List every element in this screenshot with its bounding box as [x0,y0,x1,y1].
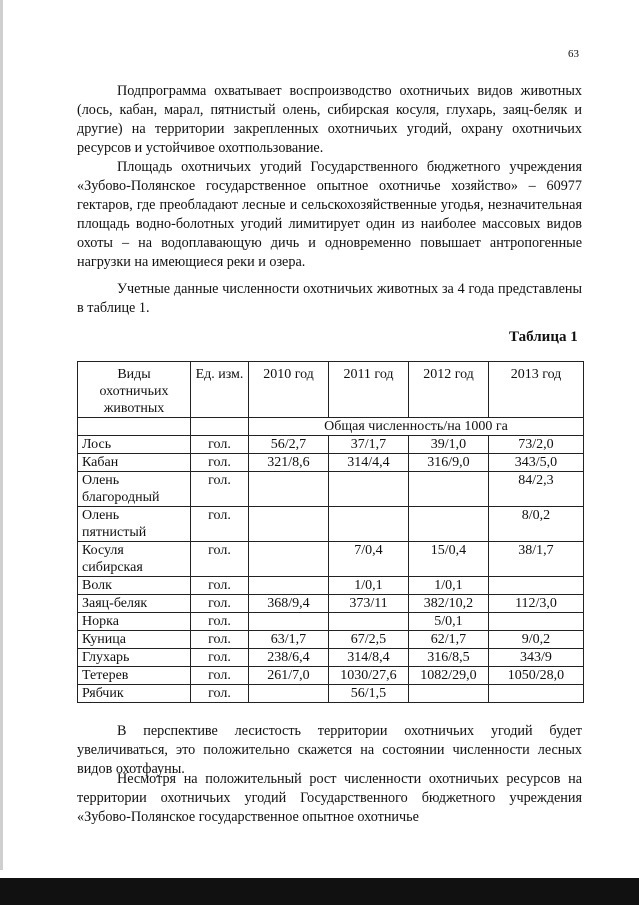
paragraph-2 [77,158,582,272]
value-cell: 368/9,4 [249,595,329,613]
table-row [78,595,584,613]
table-row [78,436,584,454]
hunting-animals-table [77,361,584,703]
subheader-empty [78,418,191,436]
unit-cell: гол. [191,436,249,454]
value-cell: 7/0,4 [329,542,409,577]
subheader-empty [191,418,249,436]
value-cell: 5/0,1 [409,613,489,631]
species-cell: Кабан [78,454,191,472]
header-unit: Ед. изм. [191,362,249,418]
unit-cell: гол. [191,685,249,703]
value-cell: 1050/28,0 [489,667,584,685]
value-cell: 343/5,0 [489,454,584,472]
species-cell: Тетерев [78,667,191,685]
table-row [78,507,584,542]
value-cell [249,685,329,703]
value-cell: 1/0,1 [329,577,409,595]
value-cell: 238/6,4 [249,649,329,667]
species-cell: Олень пятнистый [78,507,191,542]
value-cell [489,685,584,703]
value-cell: 37/1,7 [329,436,409,454]
page-number: 63 [568,48,579,60]
unit-cell: гол. [191,542,249,577]
unit-cell: гол. [191,631,249,649]
table-row [78,649,584,667]
species-cell: Рябчик [78,685,191,703]
value-cell: 112/3,0 [489,595,584,613]
table-row [78,472,584,507]
header-2010: 2010 год [249,362,329,418]
table-caption: Таблица 1 [509,329,578,345]
value-cell: 38/1,7 [489,542,584,577]
value-cell: 84/2,3 [489,472,584,507]
value-cell: 373/11 [329,595,409,613]
table-row [78,542,584,577]
value-cell [409,472,489,507]
species-cell: Косуля сибирская [78,542,191,577]
value-cell [409,507,489,542]
scan-bottom-band [0,878,639,905]
value-cell: 56/2,7 [249,436,329,454]
unit-cell: гол. [191,472,249,507]
value-cell: 15/0,4 [409,542,489,577]
species-cell: Олень благородный [78,472,191,507]
value-cell [489,613,584,631]
value-cell: 343/9 [489,649,584,667]
paragraph-2-text: Площадь охотничьих угодий Государственного бюджетного учреждения «Зубово-Полянское государственное опытное охотничье хозяйство» – 60977 гектаров, где преобладают лесные и сельскохозяйственные угодья, незначительная площадь водно-болотных угодий лимитирует один из наиболее массовых видов охоты – на водоплавающую дичь и одновременно повышает антропогенные нагрузки на имеющиеся реки и озера. [77,159,582,270]
value-cell: 1/0,1 [409,577,489,595]
table-row [78,685,584,703]
value-cell: 63/1,7 [249,631,329,649]
paragraph-4-text: В перспективе лесистость территории охотничьих угодий будет увеличиваться, это положительно скажется на состоянии численности лесных видов охотфауны. [77,723,582,777]
paragraph-3 [77,280,582,318]
value-cell [249,507,329,542]
paragraph-5 [77,770,582,827]
species-cell: Лось [78,436,191,454]
value-cell: 321/8,6 [249,454,329,472]
species-cell: Норка [78,613,191,631]
unit-cell: гол. [191,649,249,667]
value-cell: 73/2,0 [489,436,584,454]
value-cell [329,507,409,542]
value-cell [249,472,329,507]
unit-cell: гол. [191,454,249,472]
unit-cell: гол. [191,507,249,542]
paragraph-5-text: Несмотря на положительный рост численности охотничьих ресурсов на территории охотничьих угодий Государственного бюджетного учреждения «Зубово-Полянское государственное опытное охотничье [77,771,582,825]
table-row [78,667,584,685]
value-cell [249,542,329,577]
unit-cell: гол. [191,595,249,613]
value-cell: 56/1,5 [329,685,409,703]
table-row [78,454,584,472]
value-cell: 8/0,2 [489,507,584,542]
value-cell: 9/0,2 [489,631,584,649]
unit-cell: гол. [191,577,249,595]
value-cell: 1082/29,0 [409,667,489,685]
value-cell: 67/2,5 [329,631,409,649]
paragraph-3-text: Учетные данные численности охотничьих животных за 4 года представлены в таблице 1. [77,281,582,316]
value-cell [329,613,409,631]
value-cell: 314/4,4 [329,454,409,472]
table-subheader-row [78,418,584,436]
header-2013: 2013 год [489,362,584,418]
table-row [78,613,584,631]
value-cell [489,577,584,595]
value-cell: 39/1,0 [409,436,489,454]
value-cell: 62/1,7 [409,631,489,649]
value-cell: 382/10,2 [409,595,489,613]
subheader-total-per-1000ha: Общая численность/на 1000 га [249,418,584,436]
value-cell [329,472,409,507]
header-2011: 2011 год [329,362,409,418]
value-cell: 316/8,5 [409,649,489,667]
value-cell [249,577,329,595]
table-header-row [78,362,584,418]
paragraph-1 [77,82,582,158]
table-row [78,577,584,595]
header-2012: 2012 год [409,362,489,418]
unit-cell: гол. [191,613,249,631]
species-cell: Глухарь [78,649,191,667]
paragraph-1-text: Подпрограмма охватывает воспроизводство охотничьих видов животных (лось, кабан, марал, пятнистый олень, сибирская косуля, глухарь, заяц-беляк и другие) на территории закрепленных охотничьих угодий, охрану охотничьих ресурсов и устойчивое охотпользование. [77,83,582,156]
value-cell: 1030/27,6 [329,667,409,685]
value-cell: 316/9,0 [409,454,489,472]
species-cell: Волк [78,577,191,595]
value-cell [409,685,489,703]
value-cell: 314/8,4 [329,649,409,667]
value-cell [249,613,329,631]
species-cell: Куница [78,631,191,649]
species-cell: Заяц-беляк [78,595,191,613]
table-row [78,631,584,649]
header-species: Виды охотничьих животных [78,362,191,418]
value-cell: 261/7,0 [249,667,329,685]
unit-cell: гол. [191,667,249,685]
scan-edge [0,0,3,870]
